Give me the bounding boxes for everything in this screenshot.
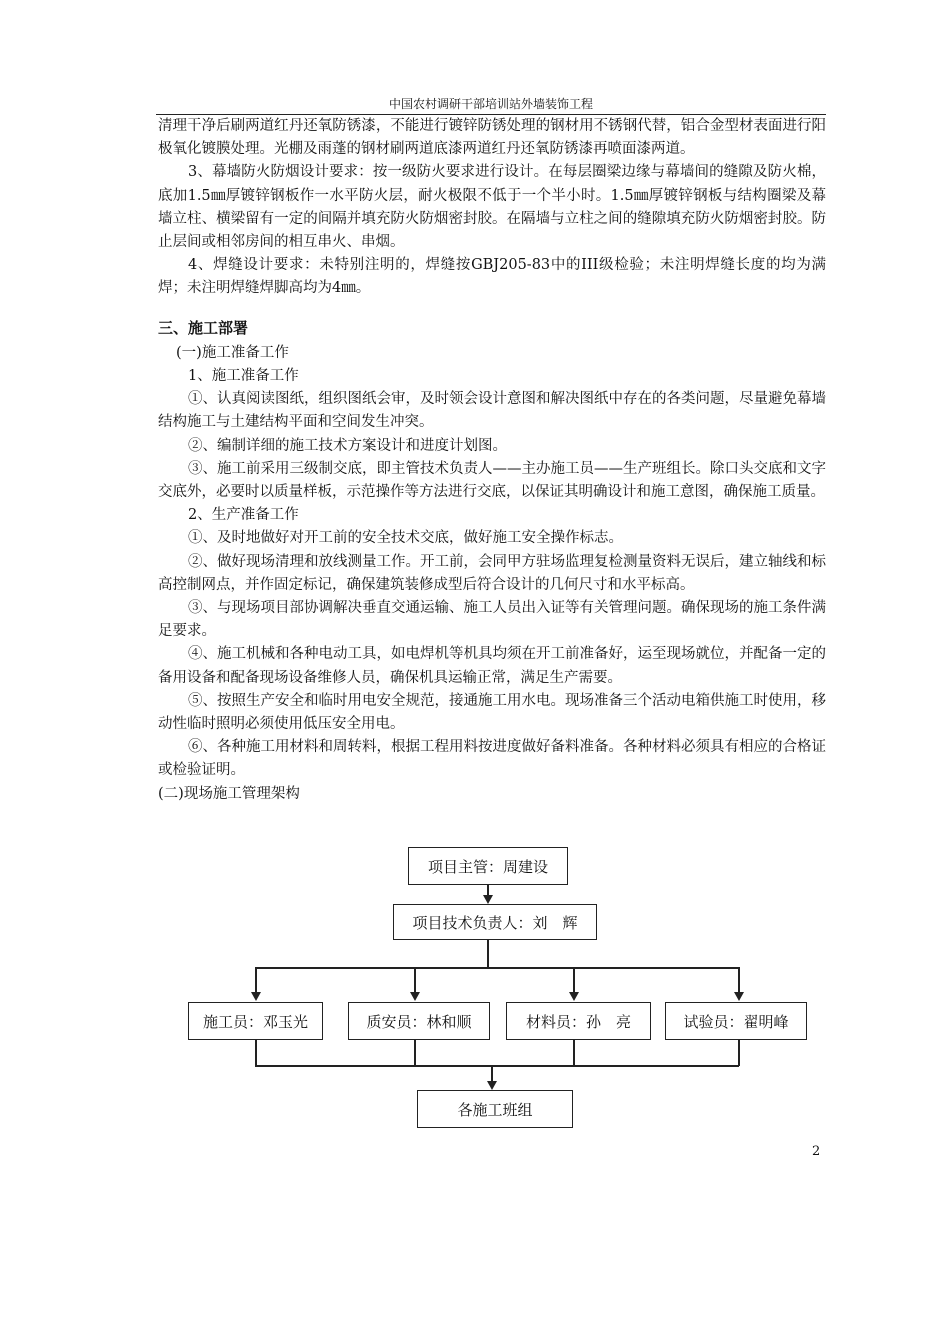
paragraph: ①、及时地做好对开工前的安全技术交底，做好施工安全操作标志。 — [188, 530, 623, 547]
org-box-role: 施工员：邓玉光 — [188, 1002, 323, 1040]
page-number: 2 — [812, 1144, 821, 1159]
org-box-role: 试验员：翟明峰 — [665, 1002, 807, 1040]
paragraph: ③、施工前采用三级制交底，即主管技术负责人——主办施工员——生产班组长。除口头交底和文字交底外，必要时以质量样板，示范操作等方法进行交底，以保证其明确设计和施工意图，确保施工质量。 — [158, 460, 826, 501]
paragraph: ④、施工机械和各种电动工具，如电焊机等机具均须在开工前准备好，运至现场就位，并配备一定的备用设备和配备现场设备维修人员，确保机具运输正常，满足生产需要。 — [158, 646, 826, 686]
connector-line — [738, 1040, 740, 1066]
connector-line — [491, 1065, 493, 1083]
subsection-heading: (二)现场施工管理架构 — [158, 785, 300, 802]
connector-line — [738, 967, 740, 994]
page-header: 中国农村调研干部培训站外墙装饰工程 — [388, 97, 593, 111]
connector-line — [573, 967, 575, 994]
connector-line — [573, 1040, 575, 1066]
connector-line — [255, 1065, 739, 1067]
subsection-heading: (一)施工准备工作 — [176, 344, 289, 361]
connector-line — [255, 1040, 257, 1066]
section-title: 三、施工部署 — [158, 318, 249, 337]
arrow-down-icon — [569, 992, 579, 1001]
connector-line — [487, 885, 489, 897]
arrow-down-icon — [734, 992, 744, 1001]
connector-line — [414, 967, 416, 994]
connector-line — [487, 940, 489, 968]
paragraph: ⑤、按照生产安全和临时用电安全规范，接通施工用水电。现场准备三个活动电箱供施工时使用，移动性临时照明必须使用低压安全用电。 — [158, 692, 826, 733]
paragraph: 3、幕墙防火防烟设计要求：按一级防火要求进行设计。在每层圈梁边缘与幕墙间的缝隙及防火棉，底加1.5㎜厚镀锌钢板作一水平防火层，耐火极限不低于一个半小时。1.5㎜厚镀锌钢板与结构圈梁及幕墙立柱、横梁留有一定的间隔并填充防火防烟密封胶。在隔墙与立柱之间的缝隙填充防火防烟密封胶。防止层间或相邻房间的相互串火、串烟。 — [158, 164, 826, 251]
arrow-down-icon — [410, 992, 420, 1001]
org-box-manager: 项目主管：周建设 — [408, 847, 568, 885]
connector-line — [255, 967, 739, 969]
paragraph: 清理干净后刷两道红丹还氧防锈漆，不能进行镀锌防锈处理的钢材用不锈钢代替，铝合金型材表面进行阳极氧化镀膜处理。光棚及雨蓬的钢材刷两道底漆两道红丹还氧防锈漆再喷面漆两道。 — [158, 118, 826, 158]
subsection-heading: 1、施工准备工作 — [188, 368, 299, 385]
connector-line — [255, 967, 257, 994]
org-box-teams: 各施工班组 — [417, 1090, 573, 1128]
subsection-heading: 2、生产准备工作 — [188, 507, 299, 524]
paragraph: ①、认真阅读图纸，组织图纸会审，及时领会设计意图和解决图纸中存在的各类问题，尽量避免幕墙结构施工与土建结构平面和空间发生冲突。 — [158, 391, 826, 431]
org-box-role: 质安员：林和顺 — [348, 1002, 490, 1040]
paragraph: ②、做好现场清理和放线测量工作。开工前，会同甲方驻场监理复检测量资料无误后，建立轴线和标高控制网点，并作固定标记，确保建筑装修成型后符合设计的几何尺寸和水平标高。 — [158, 553, 826, 593]
paragraph: 4、焊缝设计要求：未特别注明的，焊缝按GBJ205-83中的III级检验；未注明焊缝长度的均为满焊；未注明焊缝焊脚高均为4㎜。 — [158, 257, 826, 297]
connector-line — [414, 1040, 416, 1066]
arrow-down-icon — [487, 1081, 497, 1090]
arrow-down-icon — [483, 895, 493, 904]
paragraph: ⑥、各种施工用材料和周转料，根据工程用料按进度做好备料准备。各种材料必须具有相应的合格证或检验证明。 — [158, 739, 826, 779]
org-box-role: 材料员：孙 亮 — [506, 1002, 651, 1040]
paragraph: ②、编制详细的施工技术方案设计和进度计划图。 — [188, 437, 507, 454]
paragraph: ③、与现场项目部协调解决垂直交通运输、施工人员出入证等有关管理问题。确保现场的施工条件满足要求。 — [158, 600, 826, 640]
document-body — [158, 115, 826, 806]
arrow-down-icon — [251, 992, 261, 1001]
org-box-tech-lead: 项目技术负责人：刘 辉 — [393, 904, 597, 940]
